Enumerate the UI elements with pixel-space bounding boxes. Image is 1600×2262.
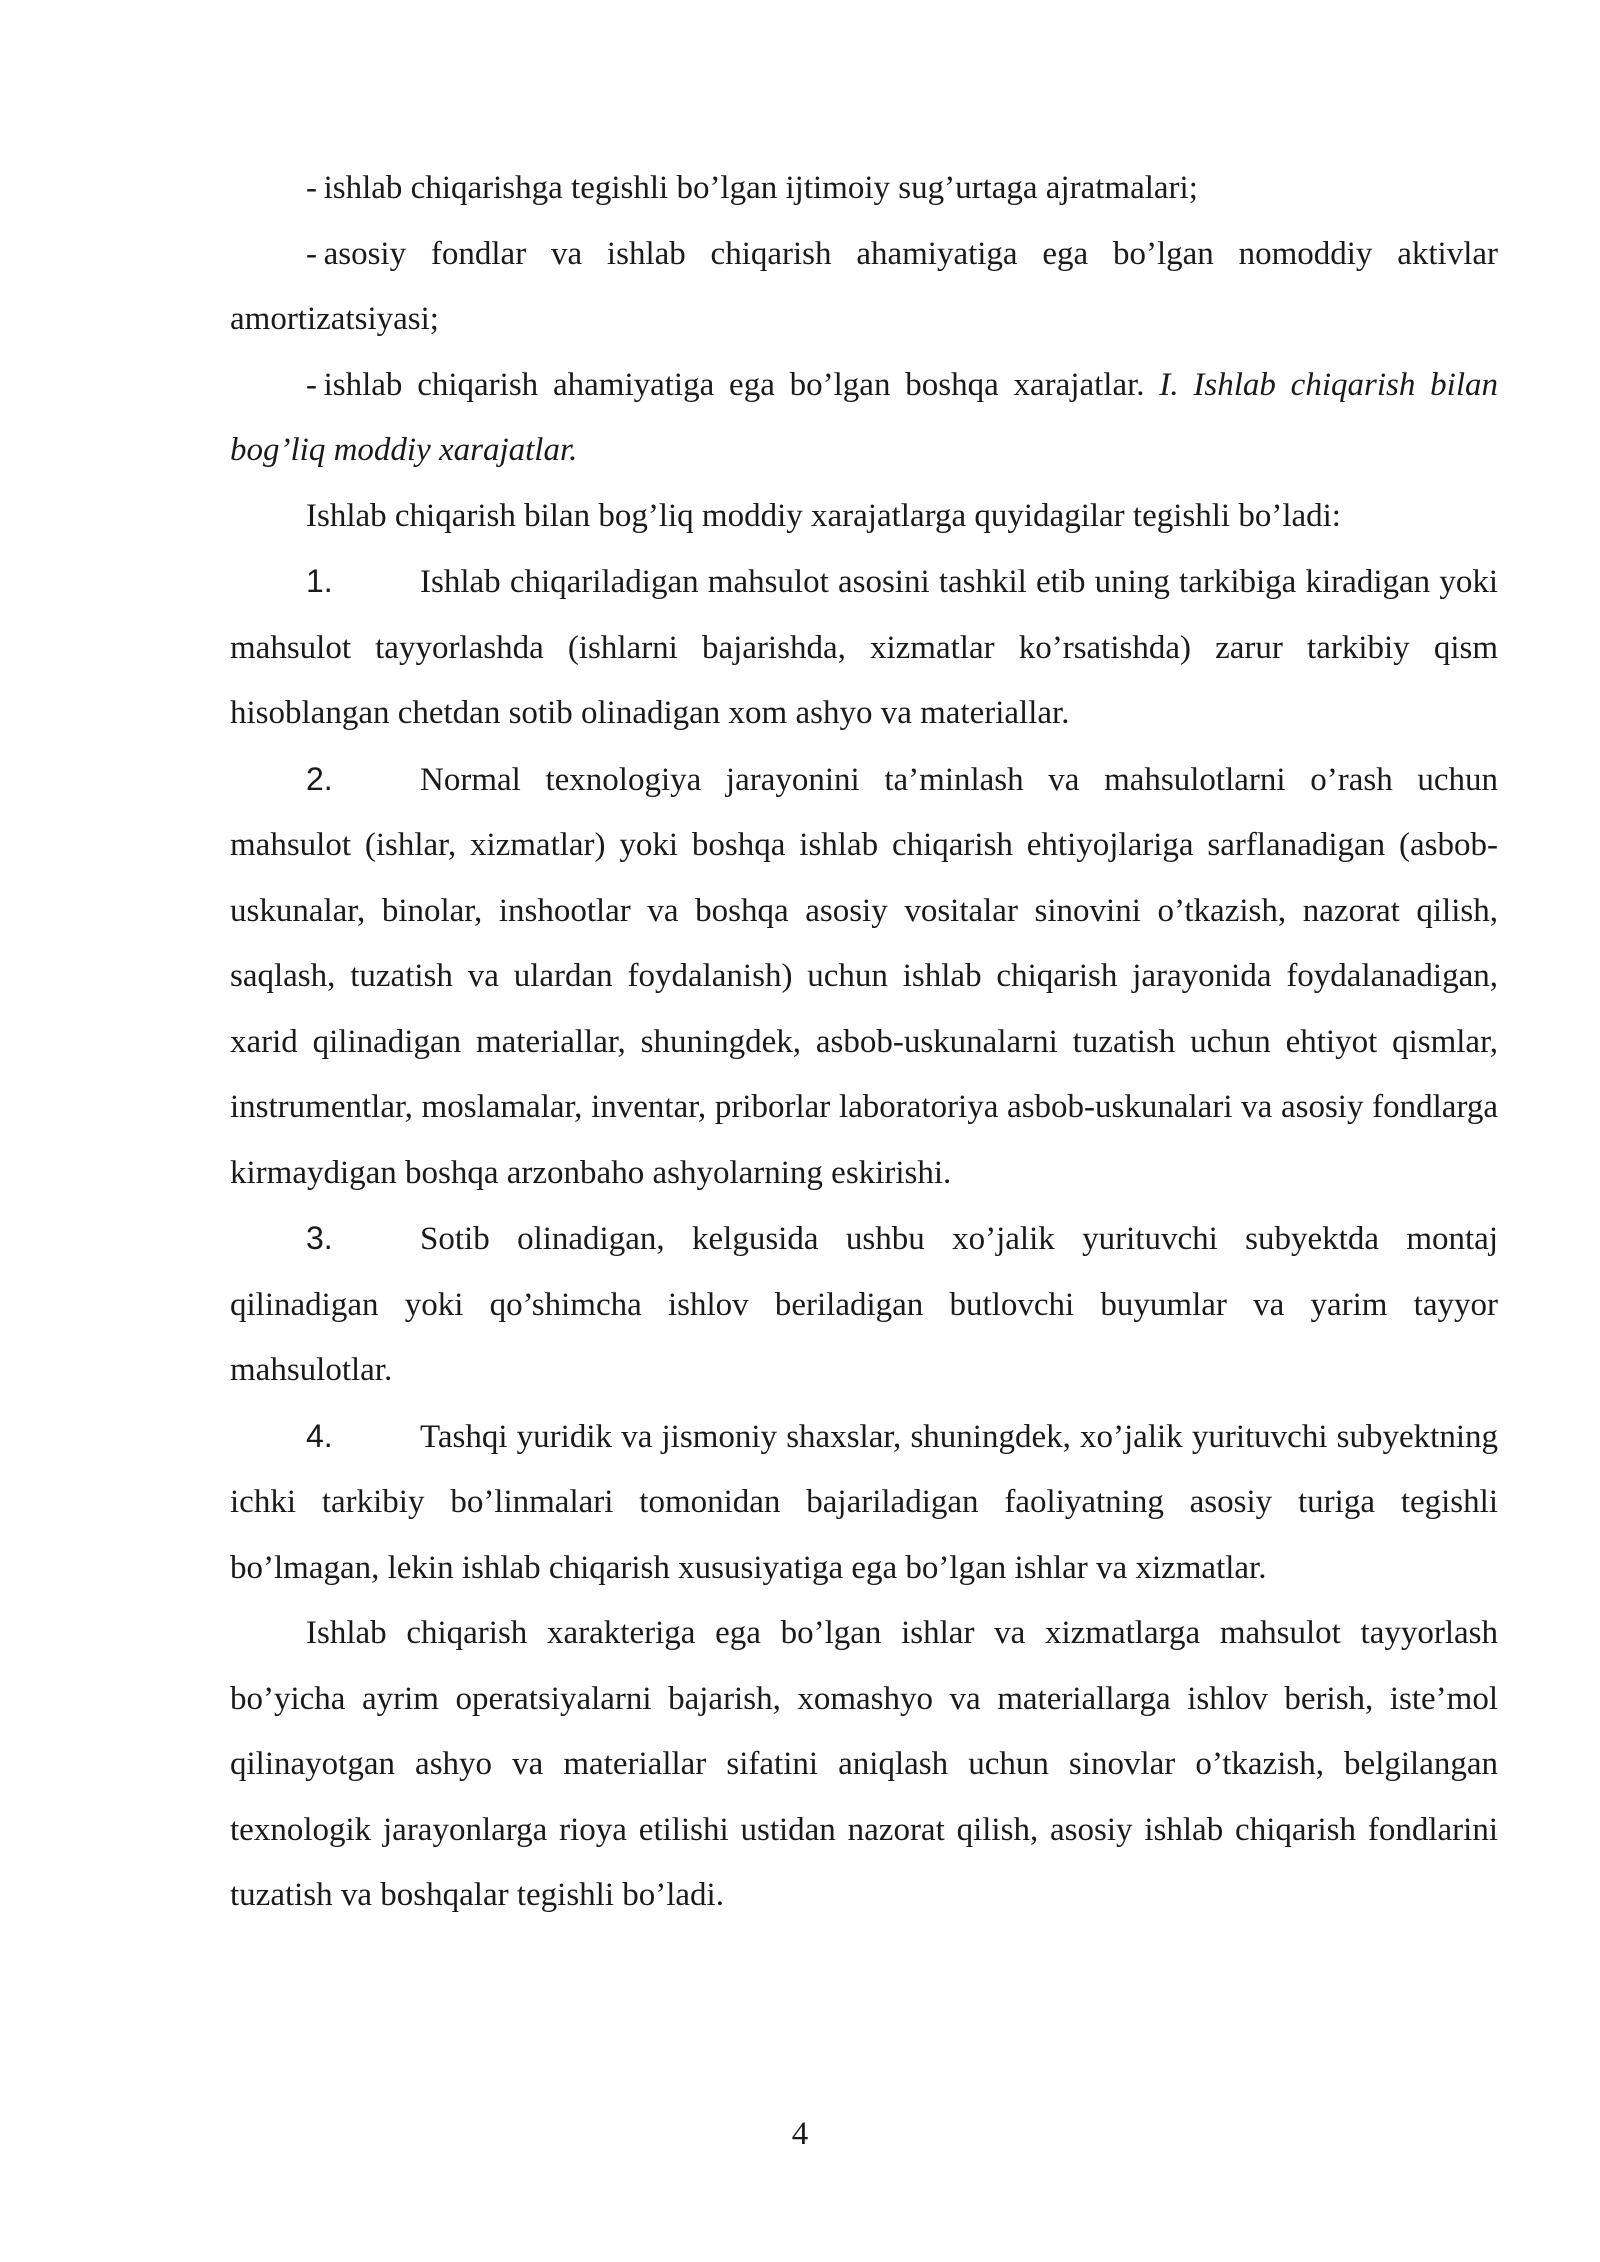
bullet-item: - ishlab chiqarishga tegishli bo’lgan ijtimoiy sug’urtaga ajratmalari; [306, 170, 1198, 206]
item-number: 3. [306, 1220, 333, 1256]
numbered-item [230, 747, 1498, 1207]
page-number: 4 [791, 2116, 809, 2152]
bullet-item [230, 353, 1498, 484]
item-text: Ishlab chiqariladigan mahsulot asosini tashkil etib uning tarkibiga kiradigan yoki mahsulot tayyorlashda (ishlarni bajarishda, xizmatlar ko’rsatishda) zarur tarkibiy qism hisoblangan chetdan sotib olinadigan xom ashyo va materiallar. [230, 564, 1498, 731]
section-heading: I. Ishlab chiqarish bilan bog’liq moddiy xarajatlar. [230, 366, 1498, 468]
item-text: Tashqi yuridik va jismoniy shaxslar, shuningdek, xo’jalik yurituvchi subyektning ichki tarkibiy bo’linmalari tomonidan bajariladigan faoliyatning asosiy turiga tegishli bo’lmagan, lekin ishlab chiqarish xususiyatiga ega bo’lgan ishlar va xizmatlar. [230, 1418, 1498, 1586]
bullet-text: - ishlab chiqarish ahamiyatiga ega bo’lgan boshqa xarajatlar. [306, 366, 1160, 403]
item-text: Normal texnologiya jarayonini ta’minlash va mahsulotlarni o’rash uchun mahsulot (ishlar, xizmatlar) yoki boshqa ishlab chiqarish ehtiyojlariga sarflanadigan (asbob-uskunalar, binolar, inshootlar va boshqa asosiy vositalar sinovini o’tkazish, nazorat qilish, saqlash, tuzatish va ulardan foydalanish) uchun ishlab chiqarish jarayonida foydalanadigan, xarid qilinadigan materiallar, shuningdek, asbob-uskunalarni tuzatish uchun ehtiyot qismlar, instrumentlar, moslamalar, inventar, priborlar laboratoriya asbob-uskunalari va asosiy fondlarga kirmaydigan boshqa arzonbaho ashyolarning eskirishi. [230, 761, 1498, 1191]
page-body [230, 156, 1498, 1929]
closing-paragraph: Ishlab chiqarish xarakteriga ega bo’lgan ishlar va xizmatlarga mahsulot tayyorlash bo’yicha ayrim operatsiyalarni bajarish, xomashyo va materiallarga ishlov berish, iste’mol qilinayotgan ashyo va materiallar sifatini aniqlash uchun sinovlar o’tkazish, belgilangan texnologik jarayonlarga rioya etilishi ustidan nazorat qilish, asosiy ishlab chiqarish fondlarini tuzatish va boshqalar tegishli bo’ladi. [230, 1615, 1498, 1913]
item-number: 2. [306, 760, 333, 797]
item-number: 4. [306, 1417, 333, 1454]
intro-paragraph: Ishlab chiqarish bilan bog’liq moddiy xarajatlarga quyidagilar tegishli bo’ladi: [306, 497, 1341, 534]
numbered-item [230, 1206, 1498, 1404]
item-text: Sotib olinadigan, kelgusida ushbu xo’jalik yurituvchi subyektda montaj qilinadigan yoki qo’shimcha ishlov beriladigan butlovchi buyumlar va yarim tayyor mahsulotlar. [230, 1221, 1498, 1388]
numbered-item [230, 1404, 1498, 1602]
bullet-item: - asosiy fondlar va ishlab chiqarish ahamiyatiga ega bo’lgan nomoddiy aktivlar amortizatsiyasi; [230, 235, 1498, 337]
numbered-item [230, 549, 1498, 747]
item-number: 1. [306, 563, 333, 599]
